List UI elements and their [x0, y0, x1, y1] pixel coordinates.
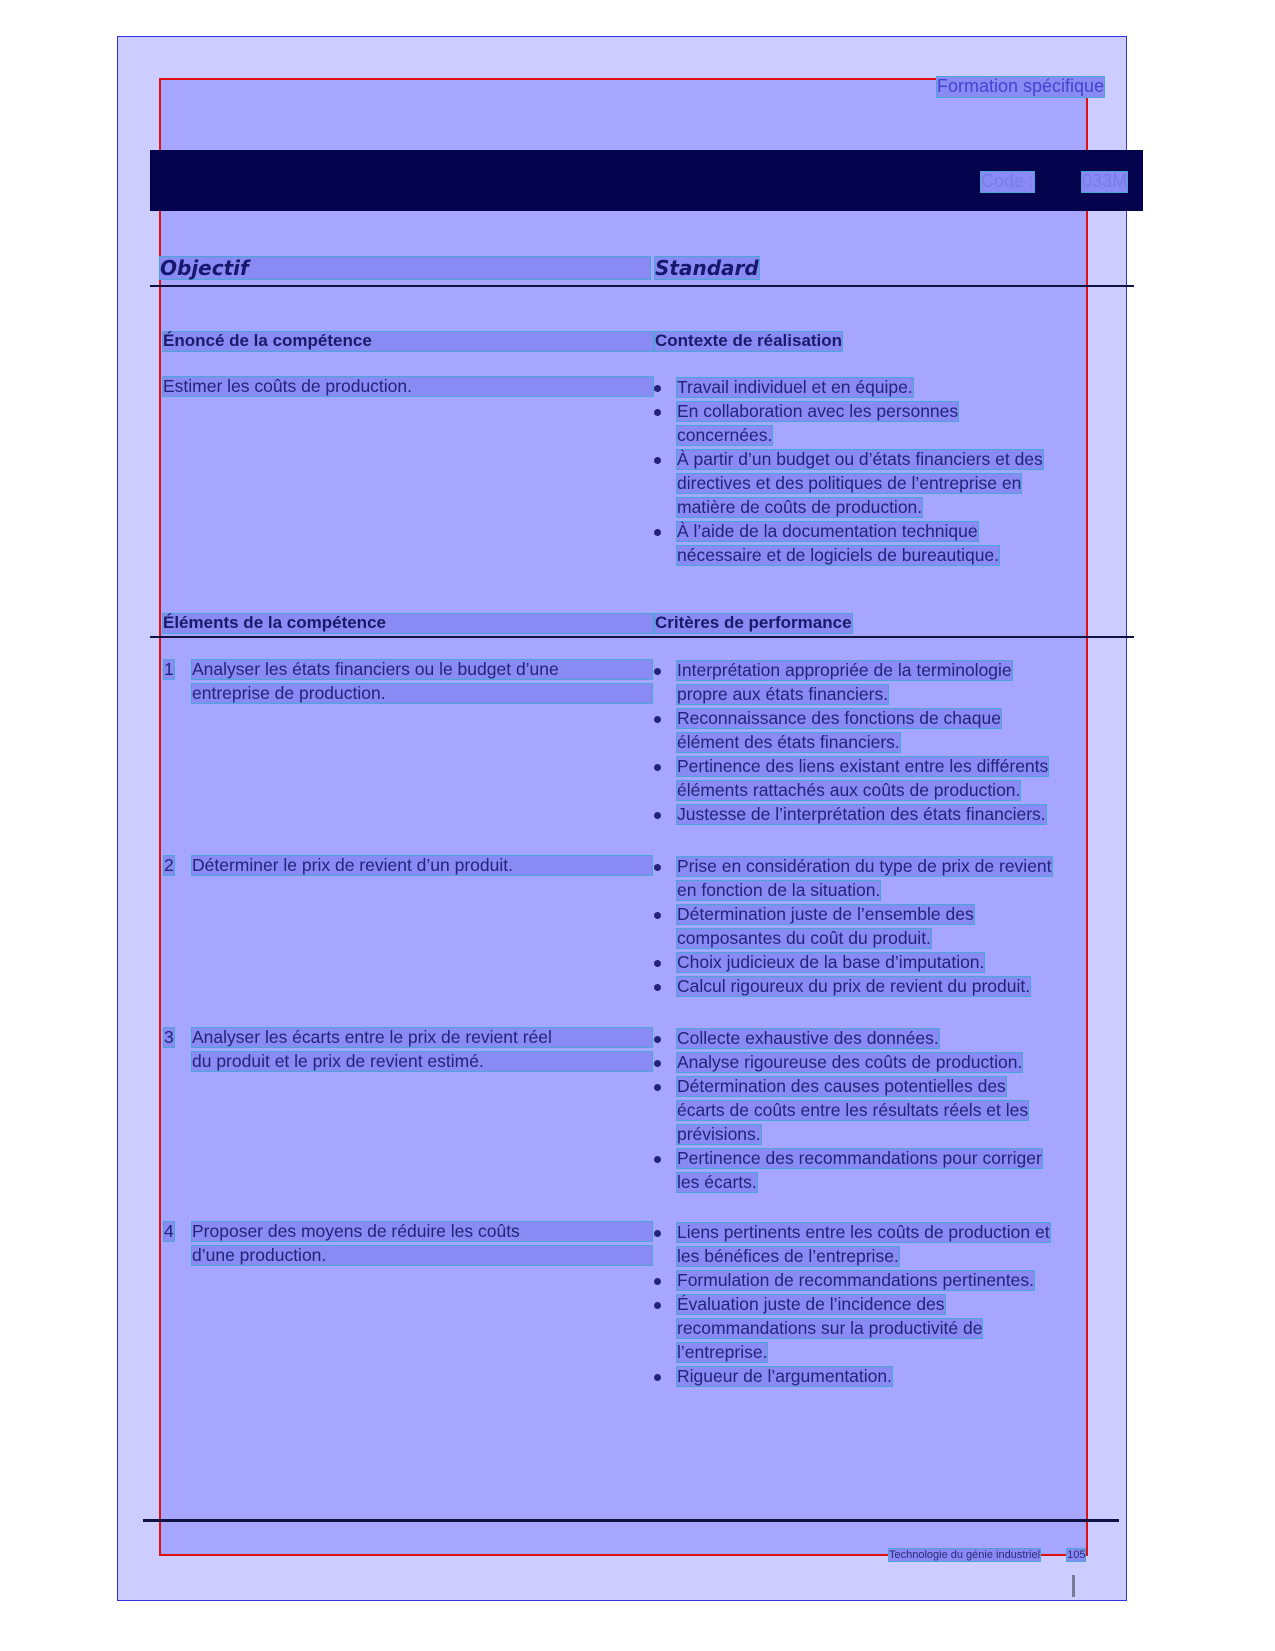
- criteres-heading: [654, 613, 853, 634]
- element-line: [191, 1027, 653, 1048]
- criterion-line: [676, 521, 979, 542]
- criterion-line: [676, 928, 932, 949]
- element-line-text: du produit et le prix de revient estimé.: [191, 1051, 653, 1072]
- criterion-line-text: les bénéfices de l’entreprise.: [677, 1246, 899, 1266]
- criterion-line-text: En collaboration avec les personnes: [677, 401, 959, 421]
- criterion-line: [676, 1366, 893, 1387]
- criterion-line-text: propre aux états financiers.: [677, 684, 889, 704]
- criterion-line-text: écarts de coûts entre les résultats réels et les: [677, 1100, 1029, 1120]
- criterion-line: [676, 1342, 768, 1363]
- element-number-text: 1: [164, 659, 174, 679]
- formation-label: [936, 76, 1105, 98]
- criterion-line-text: Détermination des causes potentielles des: [677, 1076, 1006, 1096]
- element-line-text: entreprise de production.: [191, 683, 653, 704]
- page-tick: [1072, 1575, 1075, 1597]
- criterion-line-text: À partir d’un budget ou d’états financiers et des: [677, 449, 1043, 469]
- criterion-line-text: Rigueur de l’argumentation.: [677, 1366, 892, 1386]
- criterion-line-text: À l’aide de la documentation technique: [677, 521, 978, 541]
- criterion-line: [676, 1294, 946, 1315]
- bullet-icon: [654, 1278, 661, 1285]
- footer-text: Technologie du génie industriel: [889, 1549, 1041, 1561]
- criterion-line-text: élément des états financiers.: [677, 732, 900, 752]
- standard-heading: [654, 256, 760, 280]
- criterion-line-text: Liens pertinents entre les coûts de production et: [677, 1222, 1050, 1242]
- criterion-line: [676, 545, 1000, 566]
- code-value: 033M: [1082, 171, 1128, 191]
- element-line: [191, 1051, 653, 1072]
- bullet-icon: [654, 668, 661, 675]
- bullet-icon: [654, 716, 661, 723]
- element-line: [191, 659, 653, 680]
- criterion-line: [676, 732, 901, 753]
- objectif-heading: [159, 256, 651, 280]
- element-number: [163, 1221, 175, 1242]
- criterion-line-text: Évaluation juste de l’incidence des: [677, 1294, 945, 1314]
- heading-rule: [150, 285, 1134, 287]
- criterion-line-text: éléments rattachés aux coûts de production.: [677, 780, 1021, 800]
- criterion-line-text: Collecte exhaustive des données.: [677, 1028, 939, 1048]
- criterion-line-text: Détermination juste de l’ensemble des: [677, 904, 974, 924]
- criterion-line: [676, 1172, 758, 1193]
- formation-text: Formation spécifique: [937, 76, 1105, 96]
- criterion-line-text: Travail individuel et en équipe.: [677, 377, 913, 397]
- element-number: [163, 855, 175, 876]
- standard-heading-text: Standard: [655, 256, 759, 280]
- criterion-line-text: Analyse rigoureuse des coûts de production.: [677, 1052, 1023, 1072]
- element-number: [163, 659, 175, 680]
- criterion-line: [676, 1076, 1007, 1097]
- element-number: [163, 1027, 175, 1048]
- criterion-line-text: Calcul rigoureux du prix de revient du produit.: [677, 976, 1031, 996]
- criterion-line: [676, 1052, 1023, 1073]
- criterion-line: [676, 1148, 1043, 1169]
- criterion-line: [676, 952, 985, 973]
- footer-rule: [143, 1519, 1119, 1522]
- criterion-line: [676, 1028, 940, 1049]
- bullet-icon: [654, 912, 661, 919]
- bullet-icon: [654, 409, 661, 416]
- footer: [888, 1548, 1086, 1562]
- criterion-line-text: les écarts.: [677, 1172, 757, 1192]
- elements-rule: [150, 636, 1134, 638]
- criterion-line: [676, 804, 1047, 825]
- bullet-icon: [654, 984, 661, 991]
- criterion-line: [676, 377, 914, 398]
- bullet-icon: [654, 764, 661, 771]
- enonce-heading: [162, 331, 654, 352]
- criterion-line: [676, 684, 889, 705]
- contexte-heading-text: Contexte de réalisation: [655, 331, 843, 350]
- criterion-line-text: directives et des politiques de l’entreprise en: [677, 473, 1022, 493]
- code-label: Code :: [981, 171, 1035, 191]
- element-line: [191, 1245, 653, 1266]
- bullet-icon: [654, 457, 661, 464]
- criterion-line-text: l’entreprise.: [677, 1342, 768, 1362]
- criterion-line: [676, 1222, 1051, 1243]
- criterion-line-text: concernées.: [677, 425, 773, 445]
- criterion-line: [676, 1124, 762, 1145]
- element-line-text: Proposer des moyens de réduire les coûts: [191, 1221, 653, 1242]
- criterion-line: [676, 1246, 900, 1267]
- bullet-icon: [654, 960, 661, 967]
- element-number-text: 2: [164, 855, 174, 875]
- element-number-text: 3: [164, 1027, 174, 1047]
- criterion-line: [676, 780, 1021, 801]
- bullet-icon: [654, 1374, 661, 1381]
- criterion-line-text: Formulation de recommandations pertinentes.: [677, 1270, 1034, 1290]
- bullet-icon: [654, 1060, 661, 1067]
- criterion-line-text: Prise en considération du type de prix de revient: [677, 856, 1052, 876]
- enonce-text-span: Estimer les coûts de production.: [162, 376, 654, 397]
- criterion-line: [676, 660, 1013, 681]
- footer-page: 105: [1067, 1549, 1086, 1561]
- element-number-text: 4: [164, 1221, 174, 1241]
- criterion-line: [676, 497, 923, 518]
- elements-heading-text: Éléments de la compétence: [162, 613, 654, 634]
- criterion-line-text: Pertinence des liens existant entre les différents: [677, 756, 1049, 776]
- bullet-icon: [654, 529, 661, 536]
- bullet-icon: [654, 1036, 661, 1043]
- criterion-line-text: nécessaire et de logiciels de bureautique.: [677, 545, 1000, 565]
- criterion-line: [676, 708, 1002, 729]
- element-line-text: Analyser les états financiers ou le budget d’une: [191, 659, 653, 680]
- code-block: [980, 171, 1128, 193]
- criterion-line-text: matière de coûts de production.: [677, 497, 923, 517]
- contexte-heading: [654, 331, 843, 352]
- elements-heading: [162, 613, 654, 634]
- bullet-icon: [654, 1156, 661, 1163]
- criterion-line: [676, 856, 1053, 877]
- criterion-line: [676, 449, 1044, 470]
- criterion-line: [676, 756, 1049, 777]
- criterion-line-text: Pertinence des recommandations pour corriger: [677, 1148, 1042, 1168]
- element-line-text: Analyser les écarts entre le prix de revient réel: [191, 1027, 653, 1048]
- criterion-line: [676, 1270, 1035, 1291]
- criterion-line: [676, 425, 773, 446]
- enonce-heading-text: Énoncé de la compétence: [162, 331, 654, 352]
- criterion-line: [676, 473, 1022, 494]
- criterion-line-text: Reconnaissance des fonctions de chaque: [677, 708, 1001, 728]
- criterion-line-text: recommandations sur la productivité de: [677, 1318, 983, 1338]
- enonce-text: [162, 376, 654, 397]
- bullet-icon: [654, 385, 661, 392]
- criterion-line-text: Justesse de l’interprétation des états financiers.: [677, 804, 1046, 824]
- criterion-line: [676, 1100, 1029, 1121]
- criterion-line-text: Choix judicieux de la base d’imputation.: [677, 952, 985, 972]
- element-line: [191, 683, 653, 704]
- criterion-line-text: composantes du coût du produit.: [677, 928, 931, 948]
- criterion-line: [676, 401, 959, 422]
- objectif-heading-text: Objectif: [159, 256, 651, 280]
- element-line: [191, 855, 653, 876]
- element-line-text: Déterminer le prix de revient d’un produit.: [191, 855, 653, 876]
- bullet-icon: [654, 1230, 661, 1237]
- element-line: [191, 1221, 653, 1242]
- criterion-line: [676, 1318, 983, 1339]
- criterion-line-text: en fonction de la situation.: [677, 880, 881, 900]
- criterion-line: [676, 880, 881, 901]
- criteres-heading-text: Critères de performance: [655, 613, 852, 632]
- bullet-icon: [654, 1084, 661, 1091]
- element-line-text: d’une production.: [191, 1245, 653, 1266]
- bullet-icon: [654, 1302, 661, 1309]
- criterion-line-text: Interprétation appropriée de la terminologie: [677, 660, 1012, 680]
- criterion-line: [676, 976, 1031, 997]
- bullet-icon: [654, 864, 661, 871]
- bullet-icon: [654, 812, 661, 819]
- criterion-line: [676, 904, 975, 925]
- criterion-line-text: prévisions.: [677, 1124, 761, 1144]
